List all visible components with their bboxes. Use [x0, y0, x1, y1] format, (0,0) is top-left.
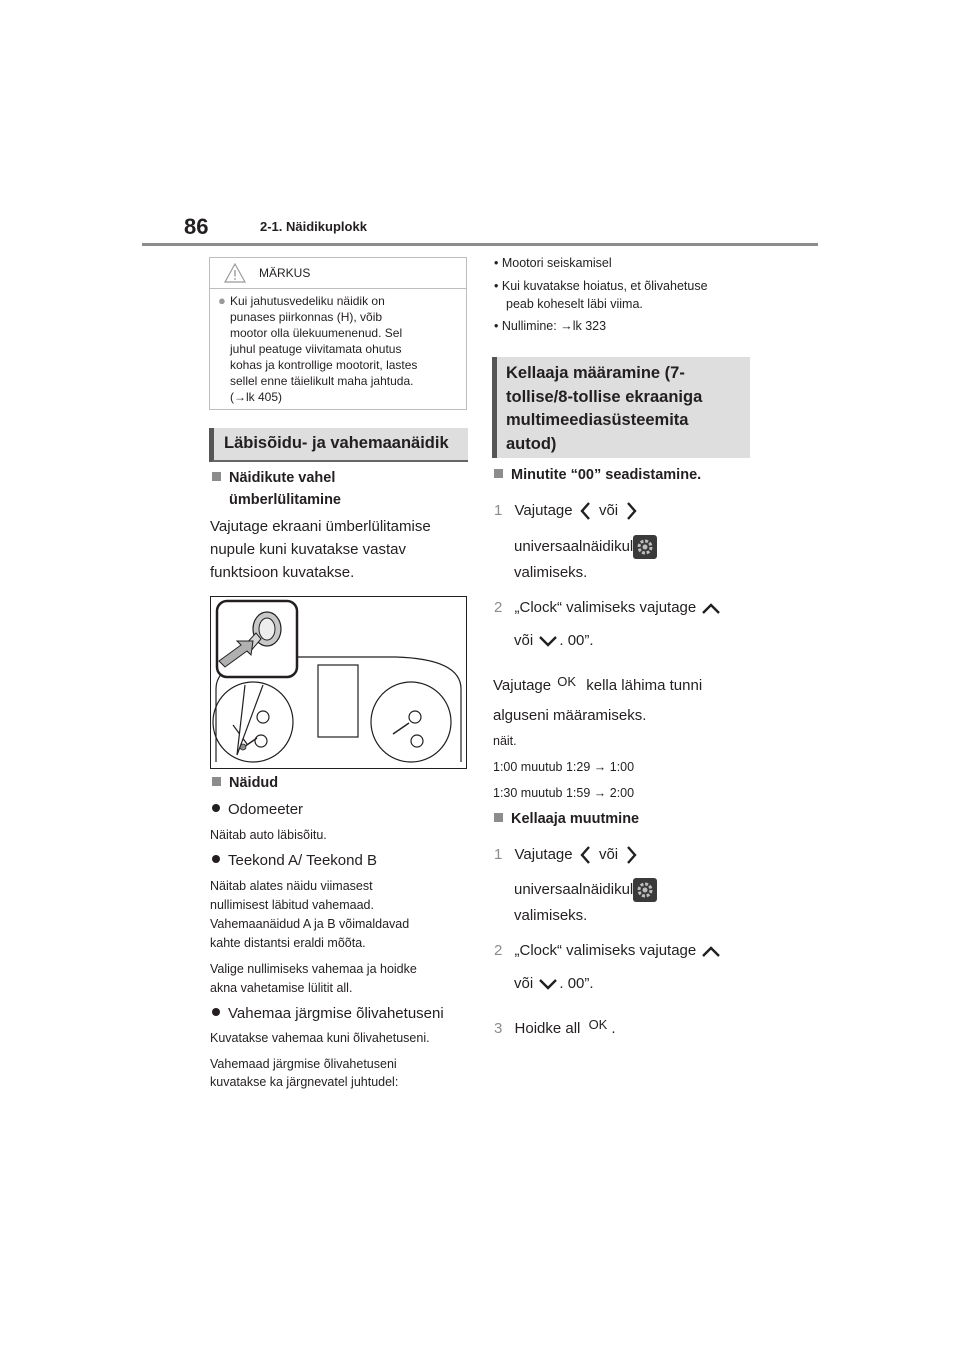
minutes-heading-label: Minutite “00” seadistamine.	[511, 467, 702, 483]
notice-line: kohas ja kontrollige mootorit, lastes	[230, 358, 418, 372]
step-text: või	[598, 501, 619, 519]
header-divider	[142, 243, 818, 246]
step-text: või	[514, 975, 534, 992]
change-step-2-line-1	[494, 942, 722, 959]
step-text: . 00”.	[559, 632, 594, 649]
bullet-dot-icon	[212, 804, 220, 812]
ok-icon: OK	[588, 1017, 608, 1032]
step-number: 2	[494, 599, 503, 616]
bullet-glyph: •	[494, 319, 502, 333]
step-1-line-2	[514, 535, 657, 559]
oil-item	[212, 1005, 444, 1022]
step-text: . 00”.	[559, 975, 594, 992]
ok-line-2: alguseni määramiseks.	[493, 707, 647, 724]
step-2-line-2	[514, 632, 594, 649]
step-text: Vajutage	[514, 845, 573, 863]
step-number: 3	[494, 1020, 503, 1037]
switch-heading-line-1: Näidikute vahel	[229, 470, 336, 486]
oil-desc-3: kuvatakse ka järgnevatel juhtudel:	[210, 1075, 399, 1089]
trip-desc-3: Vahemaanäidud A ja B võimaldavad	[210, 917, 410, 931]
oil-desc-2: Vahemaad järgmise õlivahetuseni	[210, 1057, 397, 1071]
step-text: „Clock“ valimiseks vajutage	[514, 942, 697, 959]
gear-icon	[633, 878, 657, 902]
step-text: „Clock“ valimiseks vajutage	[514, 599, 697, 616]
gear-icon	[633, 535, 657, 559]
trip-reset-2: akna vahetamise lülitit all.	[210, 981, 353, 995]
section-title: 2-1. Näidikuplokk	[260, 219, 367, 234]
right-bullet-2	[494, 279, 708, 293]
trip-item	[212, 852, 377, 869]
page-number: 86	[184, 214, 209, 239]
step-text: või	[514, 632, 534, 649]
bullet-dot-icon	[212, 855, 220, 863]
switch-text-line-2: nupule kuni kuvatakse vastav	[210, 541, 406, 558]
step-text: Hoidke all	[514, 1020, 581, 1037]
oil-label: Vahemaa järgmise õlivahetuseni	[228, 1005, 444, 1022]
trip-desc-2: nullimisest läbitud vahemaad.	[210, 898, 374, 912]
switch-text-line-3: funktsioon kuvatakse.	[210, 564, 355, 581]
change-step-1-line-3: valimiseks.	[514, 907, 588, 924]
step-number: 1	[494, 501, 503, 519]
step-1-line-3: valimiseks.	[514, 564, 588, 581]
notice-text	[230, 293, 460, 405]
minutes-heading	[494, 467, 701, 483]
clock-heading-line: multimeediasüsteemita	[506, 411, 689, 429]
right-bullet-1	[494, 256, 612, 270]
right-bullet-2-cont: peab koheselt läbi viima.	[506, 297, 643, 311]
notice-line: mootor olla ülekuumenenud. Sel	[230, 326, 403, 340]
odometer-heading: Läbisõidu- ja vahemaanäidik	[209, 428, 468, 462]
step-text: .	[611, 1020, 616, 1037]
notice-title: MÄRKUS	[259, 266, 311, 280]
chevron-up-icon	[700, 600, 722, 616]
notice-line: juhul peatuge viivitamata ohutus	[230, 342, 402, 356]
ok-text: kella lähima tunni	[586, 677, 703, 694]
ok-icon: OK	[557, 674, 577, 689]
chevron-down-icon	[537, 976, 559, 992]
clock-heading-line: tollise/8-tollise ekraaniga	[506, 387, 703, 406]
step-1-line-1	[494, 500, 640, 522]
change-step-2-line-2	[514, 975, 594, 992]
chevron-left-icon	[577, 500, 595, 522]
example-2: 1:30 muutub 1:59 → 2:00	[493, 786, 635, 800]
trip-desc-4: kahte distantsi eraldi mõõta.	[210, 936, 366, 950]
chevron-up-icon	[700, 943, 722, 959]
square-bullet-icon	[212, 472, 221, 481]
odometer-desc: Näitab auto läbisõitu.	[210, 828, 327, 842]
switch-text-line-1: Vajutage ekraani ümberlülitamise	[210, 518, 431, 535]
step-number: 1	[494, 845, 503, 863]
instrument-cluster-illustration	[210, 596, 467, 769]
right-bullet-text: Mootori seiskamisel	[501, 256, 612, 270]
square-bullet-icon	[212, 777, 221, 786]
chevron-right-icon	[622, 500, 640, 522]
step-text: universaalnäidikul	[514, 880, 634, 898]
notice-header	[210, 258, 466, 289]
change-heading	[494, 811, 639, 827]
bullet-glyph: •	[494, 279, 502, 293]
notice-line: (→lk 405)	[230, 390, 283, 404]
bullet-dot-icon	[212, 1008, 220, 1016]
change-step-1-line-2	[514, 878, 657, 902]
square-bullet-icon	[494, 469, 503, 478]
notice-line: punases piirkonnas (H), võib	[230, 310, 383, 324]
example-label: näit.	[493, 734, 517, 748]
change-heading-label: Kellaaja muutmine	[511, 811, 640, 827]
step-2-line-1	[494, 599, 722, 616]
chevron-right-icon	[622, 844, 640, 866]
gauges-heading	[212, 775, 278, 791]
chevron-left-icon	[577, 844, 595, 866]
step-number: 2	[494, 942, 503, 959]
trip-label: Teekond A/ Teekond B	[228, 852, 378, 869]
switch-heading	[212, 470, 335, 486]
notice-box	[209, 257, 467, 410]
oil-desc-1: Kuvatakse vahemaa kuni õlivahetuseni.	[210, 1031, 430, 1045]
trip-desc-1: Näitab alates näidu viimasest	[210, 879, 373, 893]
switch-heading-line-2: ümberlülitamine	[229, 492, 341, 508]
ok-line-1	[493, 674, 703, 694]
right-bullet-3	[494, 319, 606, 333]
odometer-item	[212, 801, 303, 818]
chevron-down-icon	[537, 633, 559, 649]
trip-reset-1: Valige nullimiseks vahemaa ja hoidke	[210, 962, 417, 976]
clock-heading-line: autod)	[506, 434, 557, 453]
clock-heading	[492, 357, 750, 458]
right-bullet-text: Kui kuvatakse hoiatus, et õlivahetuse	[501, 279, 708, 293]
example-1: 1:00 muutub 1:29 → 1:00	[493, 760, 635, 774]
step-text: Vajutage	[514, 501, 573, 519]
square-bullet-icon	[494, 813, 503, 822]
step-text: või	[598, 845, 619, 863]
bullet-glyph: •	[494, 256, 502, 270]
ok-text: Vajutage	[493, 677, 552, 694]
change-step-1-line-1	[494, 844, 640, 866]
gauges-heading-label: Näidud	[229, 775, 279, 791]
step-text: universaalnäidikul	[514, 537, 634, 555]
clock-heading-line: Kellaaja määramine (7-	[506, 364, 685, 382]
odometer-label: Odomeeter	[228, 801, 304, 818]
notice-line: Kui jahutusvedeliku näidik on	[230, 294, 385, 308]
notice-line: sellel enne täielikult maha jahtuda.	[230, 374, 414, 388]
right-bullet-text: Nullimine: →lk 323	[501, 319, 607, 333]
change-step-3	[494, 1017, 616, 1037]
warning-triangle-icon	[224, 263, 246, 288]
bullet-icon: ●	[218, 293, 226, 308]
